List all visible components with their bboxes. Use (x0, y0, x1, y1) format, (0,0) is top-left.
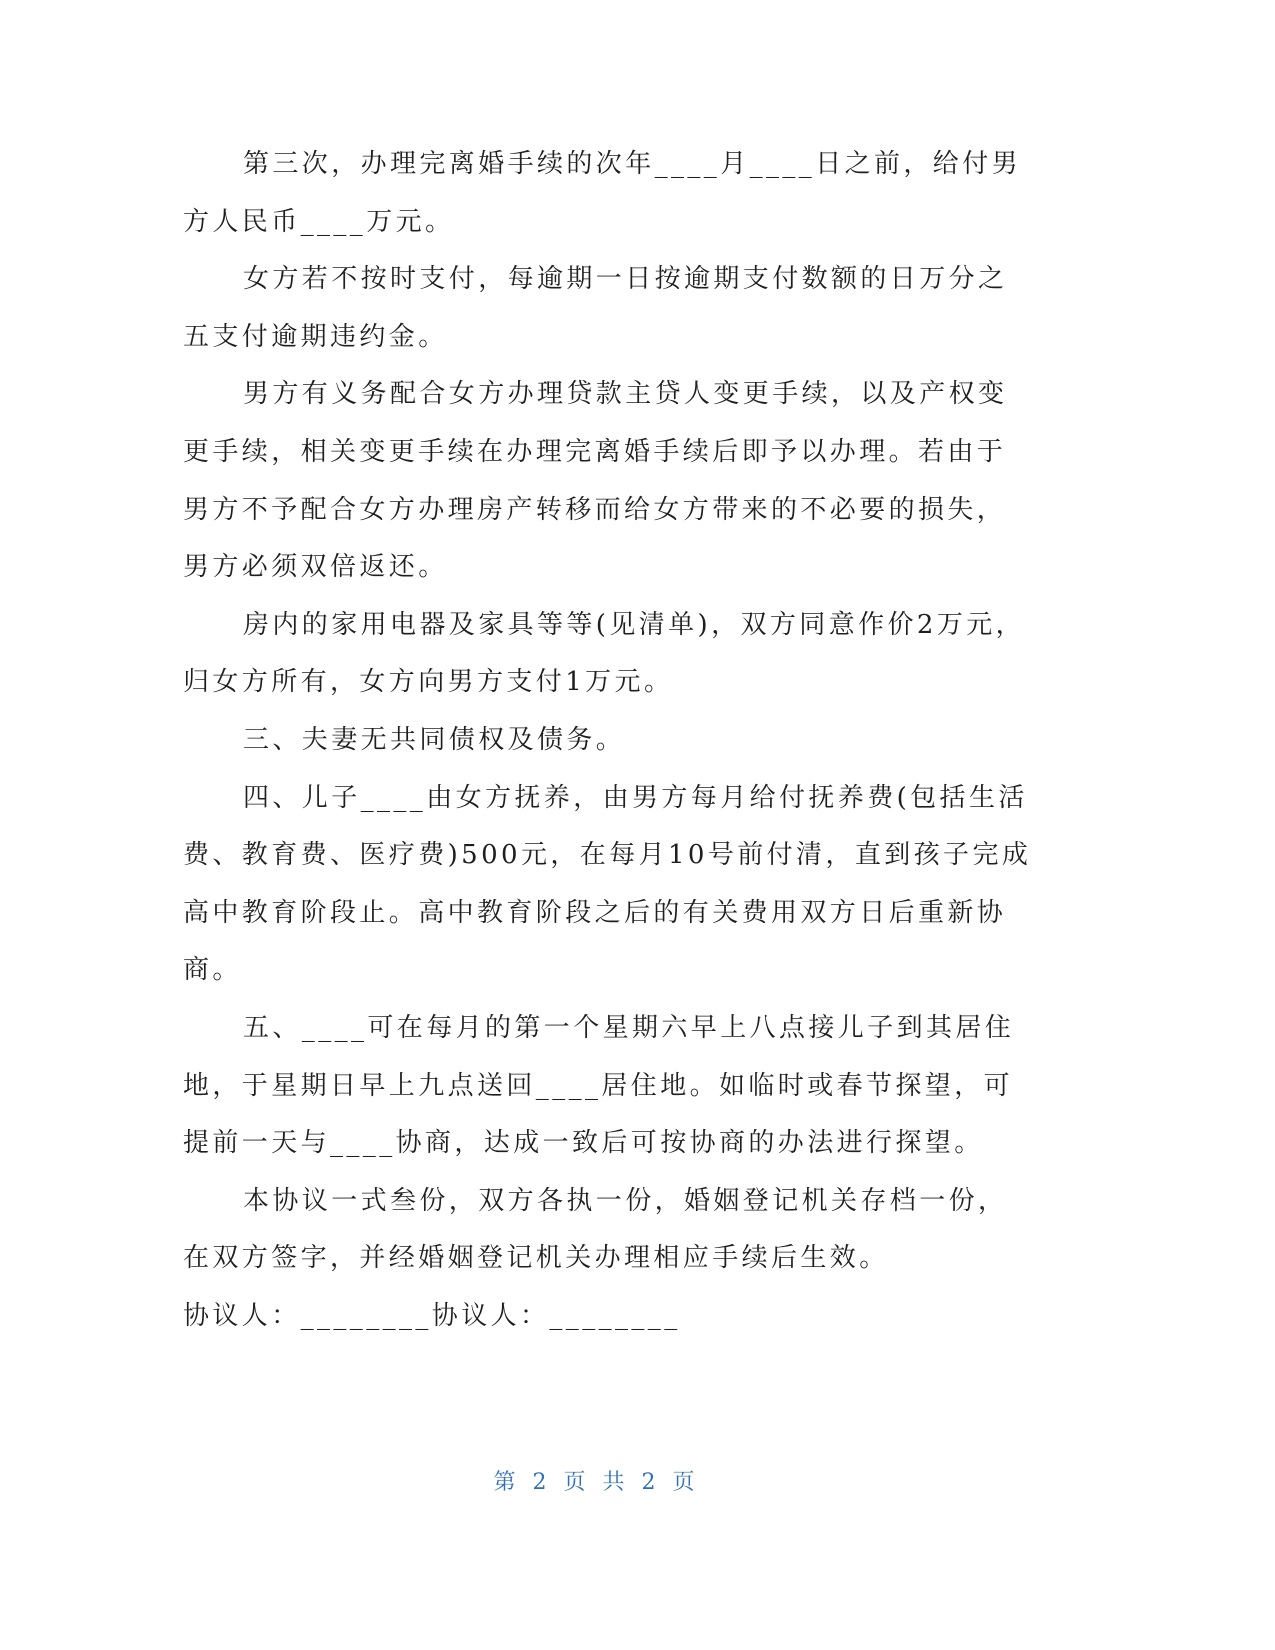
text-line: 费、教育费、医疗费)500元，在每月10号前付清，直到孩子完成 (183, 840, 1032, 871)
text-line: 男方必须双倍返还。 (183, 552, 448, 583)
text-line: 在双方签字，并经婚姻登记机关办理相应手续后生效。 (183, 1243, 889, 1274)
document-body (183, 136, 1043, 1345)
text-line: 地，于星期日早上九点送回____居住地。如临时或春节探望，可 (183, 1070, 1014, 1101)
paragraph-appliances (183, 597, 1043, 712)
signature-line: 协议人：________协议人：________ (183, 1300, 681, 1331)
text-line: 提前一天与____协商，达成一致后可按协商的办法进行探望。 (183, 1128, 984, 1159)
paragraph-debts (183, 712, 1043, 770)
paragraph-loan-transfer (183, 366, 1043, 596)
page-number-footer: 第 2 页 共 2 页 (493, 1470, 697, 1495)
paragraph-payment-third (183, 136, 1043, 251)
text-line: 本协议一式叁份，双方各执一份，婚姻登记机关存档一份， (243, 1185, 1008, 1216)
text-line: 商。 (183, 955, 242, 986)
text-line: 男方有义务配合女方办理贷款主贷人变更手续，以及产权变 (243, 379, 1008, 410)
paragraph-visitation (183, 1000, 1043, 1173)
text-line: 高中教育阶段止。高中教育阶段之后的有关费用双方日后重新协 (183, 897, 1007, 928)
text-line: 五支付逾期违约金。 (183, 321, 448, 352)
text-line: 五、____可在每月的第一个星期六早上八点接儿子到其居住 (243, 1012, 1015, 1043)
text-line: 男方不予配合女方办理房产转移而给女方带来的不必要的损失， (183, 494, 1007, 525)
text-line: 归女方所有，女方向男方支付1万元。 (183, 667, 674, 698)
text-line: 四、儿子____由女方抚养，由男方每月给付抚养费(包括生活 (243, 782, 1028, 813)
paragraph-child-support (183, 770, 1043, 1000)
text-line: 更手续，相关变更手续在办理完离婚手续后即予以办理。若由于 (183, 436, 1007, 467)
paragraph-late-penalty (183, 251, 1043, 366)
text-line: 方人民币____万元。 (183, 206, 455, 237)
paragraph-copies (183, 1173, 1043, 1288)
text-line: 女方若不按时支付，每逾期一日按逾期支付数额的日万分之 (243, 264, 1008, 295)
text-line: 三、夫妻无共同债权及债务。 (243, 724, 626, 755)
text-line: 房内的家用电器及家具等等(见清单)，双方同意作价2万元， (243, 609, 1026, 640)
text-line: 第三次，办理完离婚手续的次年____月____日之前，给付男 (243, 149, 1022, 179)
